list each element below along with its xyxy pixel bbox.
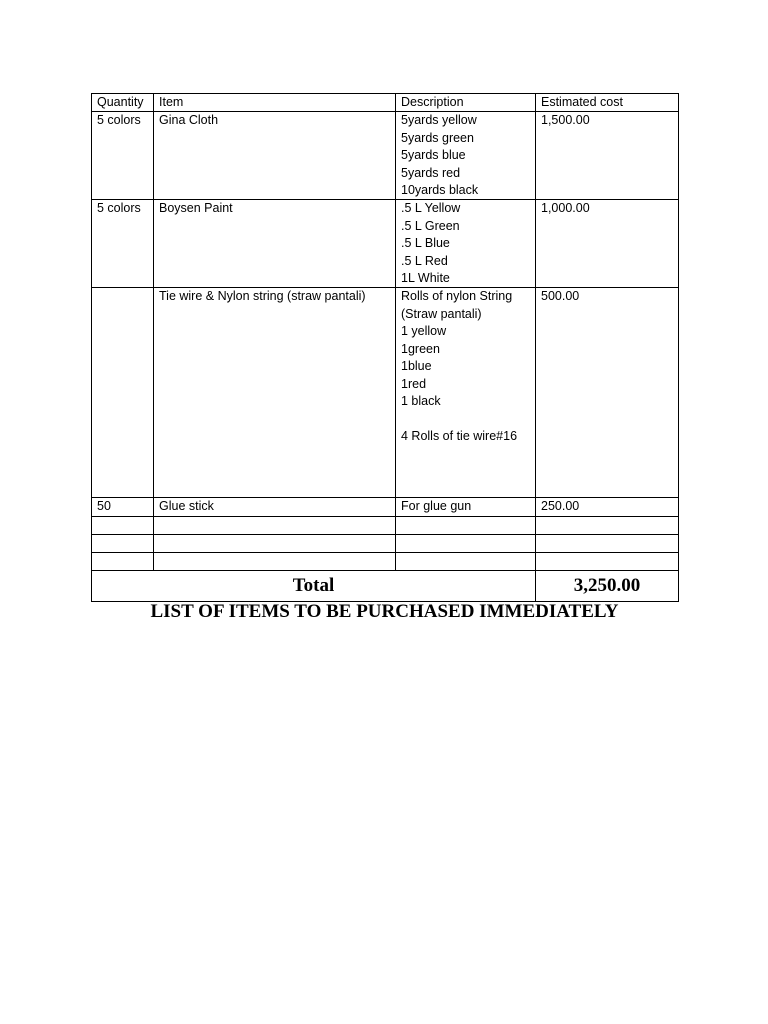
empty-row — [92, 534, 679, 552]
description-line: .5 L Yellow — [401, 201, 461, 216]
header-estimated-cost: Estimated cost — [536, 94, 679, 112]
items-table — [91, 93, 679, 602]
description-line: 1green — [401, 341, 440, 356]
header-description: Description — [396, 94, 536, 112]
row-description — [396, 200, 536, 288]
total-row — [92, 570, 679, 601]
row-item: Boysen Paint — [154, 200, 396, 288]
row-item: Glue stick — [154, 498, 396, 516]
header-item: Item — [154, 94, 396, 112]
description-line — [401, 480, 530, 497]
description-line: 1L White — [401, 271, 450, 286]
document-caption: LIST OF ITEMS TO BE PURCHASED IMMEDIATELY — [150, 601, 619, 622]
table-row — [92, 498, 679, 516]
empty-row — [92, 552, 679, 570]
table-row — [92, 200, 679, 288]
description-line: 1 black — [401, 393, 441, 408]
description-line: .5 L Green — [401, 218, 460, 233]
row-cost: 250.00 — [536, 498, 679, 516]
row-description: For glue gun — [396, 498, 536, 516]
total-label: Total — [92, 570, 536, 601]
description-line: 4 Rolls of tie wire#16 — [401, 428, 518, 443]
description-line: 5yards blue — [401, 148, 466, 163]
row-item: Gina Cloth — [154, 112, 396, 200]
row-item: Tie wire & Nylon string (straw pantali) — [154, 288, 396, 498]
table-row — [92, 288, 679, 498]
description-line: 10yards black — [401, 183, 479, 198]
row-description — [396, 288, 536, 498]
header-quantity: Quantity — [92, 94, 154, 112]
description-line: 5yards green — [401, 130, 474, 145]
description-line: (Straw pantali) — [401, 306, 482, 321]
empty-row — [92, 516, 679, 534]
row-cost: 500.00 — [536, 288, 679, 498]
row-cost: 1,000.00 — [536, 200, 679, 288]
description-line — [401, 445, 530, 462]
row-quantity — [92, 288, 154, 498]
description-line: .5 L Blue — [401, 236, 450, 251]
description-line: 5yards yellow — [401, 113, 477, 128]
description-line: 1 yellow — [401, 324, 447, 339]
description-line: Rolls of nylon String — [401, 289, 513, 304]
row-quantity: 5 colors — [92, 200, 154, 288]
description-line: 5yards red — [401, 165, 461, 180]
row-cost: 1,500.00 — [536, 112, 679, 200]
description-line — [401, 463, 530, 480]
row-quantity: 50 — [92, 498, 154, 516]
table-row — [92, 112, 679, 200]
total-value: 3,250.00 — [536, 570, 679, 601]
description-line: .5 L Red — [401, 253, 448, 268]
row-quantity: 5 colors — [92, 112, 154, 200]
description-line: 1blue — [401, 359, 432, 374]
description-line: 1red — [401, 376, 427, 391]
description-line — [401, 410, 530, 427]
row-description — [396, 112, 536, 200]
table-header-row — [92, 94, 679, 112]
